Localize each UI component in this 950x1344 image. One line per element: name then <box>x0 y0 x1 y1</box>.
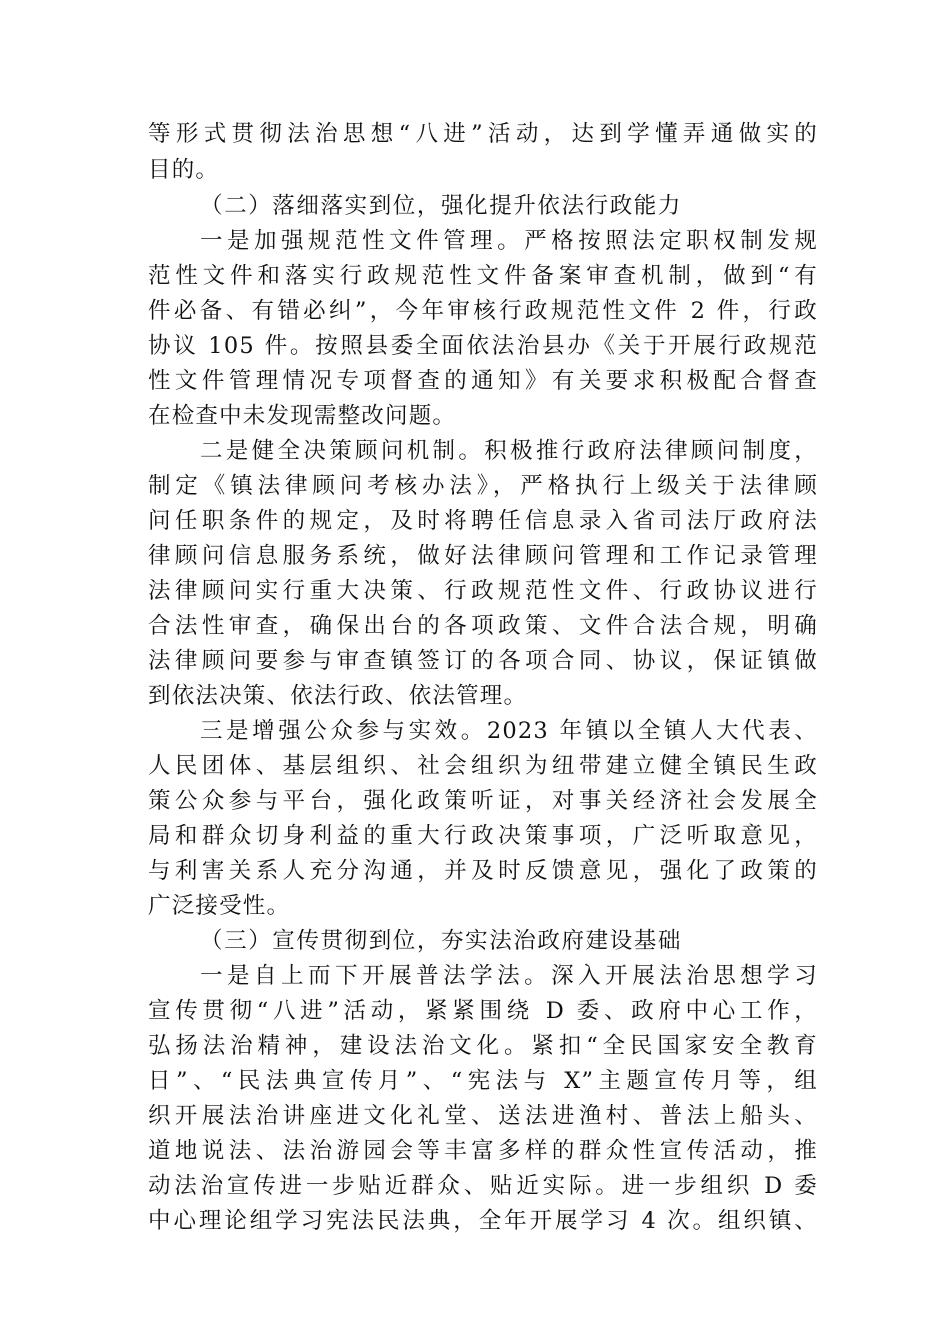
body-text-line: 弘扬法治精神，建设法治文化。紧扣“全民国家安全教育 <box>148 1033 818 1059</box>
body-text-line: 合法性审查，确保出台的各项政策、文件合法合规，明确 <box>148 613 818 639</box>
body-text-line: 等形式贯彻法治思想“八进”活动，达到学懂弄通做实的 <box>148 121 818 147</box>
body-text-line: 三是增强公众参与实效。2023 年镇以全镇人大代表、 <box>200 718 818 744</box>
body-text-line: 动法治宣传进一步贴近群众、贴近实际。进一步组织 D 委 <box>148 1173 818 1199</box>
body-text-line: 日”、“民法典宣传月”、“宪法与 X”主题宣传月等，组 <box>148 1068 818 1094</box>
body-text-line: 一是加强规范性文件管理。严格按照法定职权制发规 <box>200 228 818 254</box>
body-text-line: 法律顾问要参与审查镇签订的各项合同、协议，保证镇做 <box>148 648 818 674</box>
body-text-line: 与利害关系人充分沟通，并及时反馈意见，强化了政策的 <box>148 858 818 884</box>
body-text-line: 广泛接受性。 <box>148 893 291 919</box>
body-text-line: 道地说法、法治游园会等丰富多样的群众性宣传活动，推 <box>148 1138 818 1164</box>
body-text-line: 人民团体、基层组织、社会组织为纽带建立健全镇民生政 <box>148 753 818 779</box>
body-text-line: 一是自上而下开展普法学法。深入开展法治思想学习 <box>200 963 818 989</box>
body-text-line: 协议 105 件。按照县委全面依法治县办《关于开展行政规范 <box>148 333 818 359</box>
body-text-line: 法律顾问实行重大决策、行政规范性文件、行政协议进行 <box>148 578 818 604</box>
body-text-line: 中心理论组学习宪法民法典，全年开展学习 4 次。组织镇、 <box>148 1208 818 1234</box>
body-text-line: 策公众参与平台，强化政策听证，对事关经济社会发展全 <box>148 788 818 814</box>
body-text-line: 宣传贯彻“八进”活动，紧紧围绕 D 委、政府中心工作， <box>148 998 818 1024</box>
body-text-line: 律顾问信息服务系统，做好法律顾问管理和工作记录管理 <box>148 543 818 569</box>
body-text-line: 局和群众切身利益的重大行政决策事项，广泛听取意见， <box>148 823 818 849</box>
body-text-line: 制定《镇法律顾问考核办法》，严格执行上级关于法律顾 <box>148 473 818 499</box>
body-text-line: 目的。 <box>148 157 220 183</box>
body-text-line: 到依法决策、依法行政、依法管理。 <box>148 683 528 709</box>
body-text-line: 在检查中未发现需整改问题。 <box>148 403 457 429</box>
body-text-line: 织开展法治讲座进文化礼堂、送法进渔村、普法上船头、 <box>148 1103 818 1129</box>
body-text-line: 二是健全决策顾问机制。积极推行政府法律顾问制度， <box>200 438 818 464</box>
body-text-line: 问任职条件的规定，及时将聘任信息录入省司法厅政府法 <box>148 508 818 534</box>
body-text-line: 件必备、有错必纠”，今年审核行政规范性文件 2 件，行政 <box>148 298 818 324</box>
section-heading: （二）落细落实到位，强化提升依法行政能力 <box>200 193 683 219</box>
body-text-line: 范性文件和落实行政规范性文件备案审查机制，做到“有 <box>148 263 818 289</box>
section-heading: （三）宣传贯彻到位，夯实法治政府建设基础 <box>200 928 683 954</box>
body-text-line: 性文件管理情况专项督查的通知》有关要求积极配合督查 <box>148 368 818 394</box>
